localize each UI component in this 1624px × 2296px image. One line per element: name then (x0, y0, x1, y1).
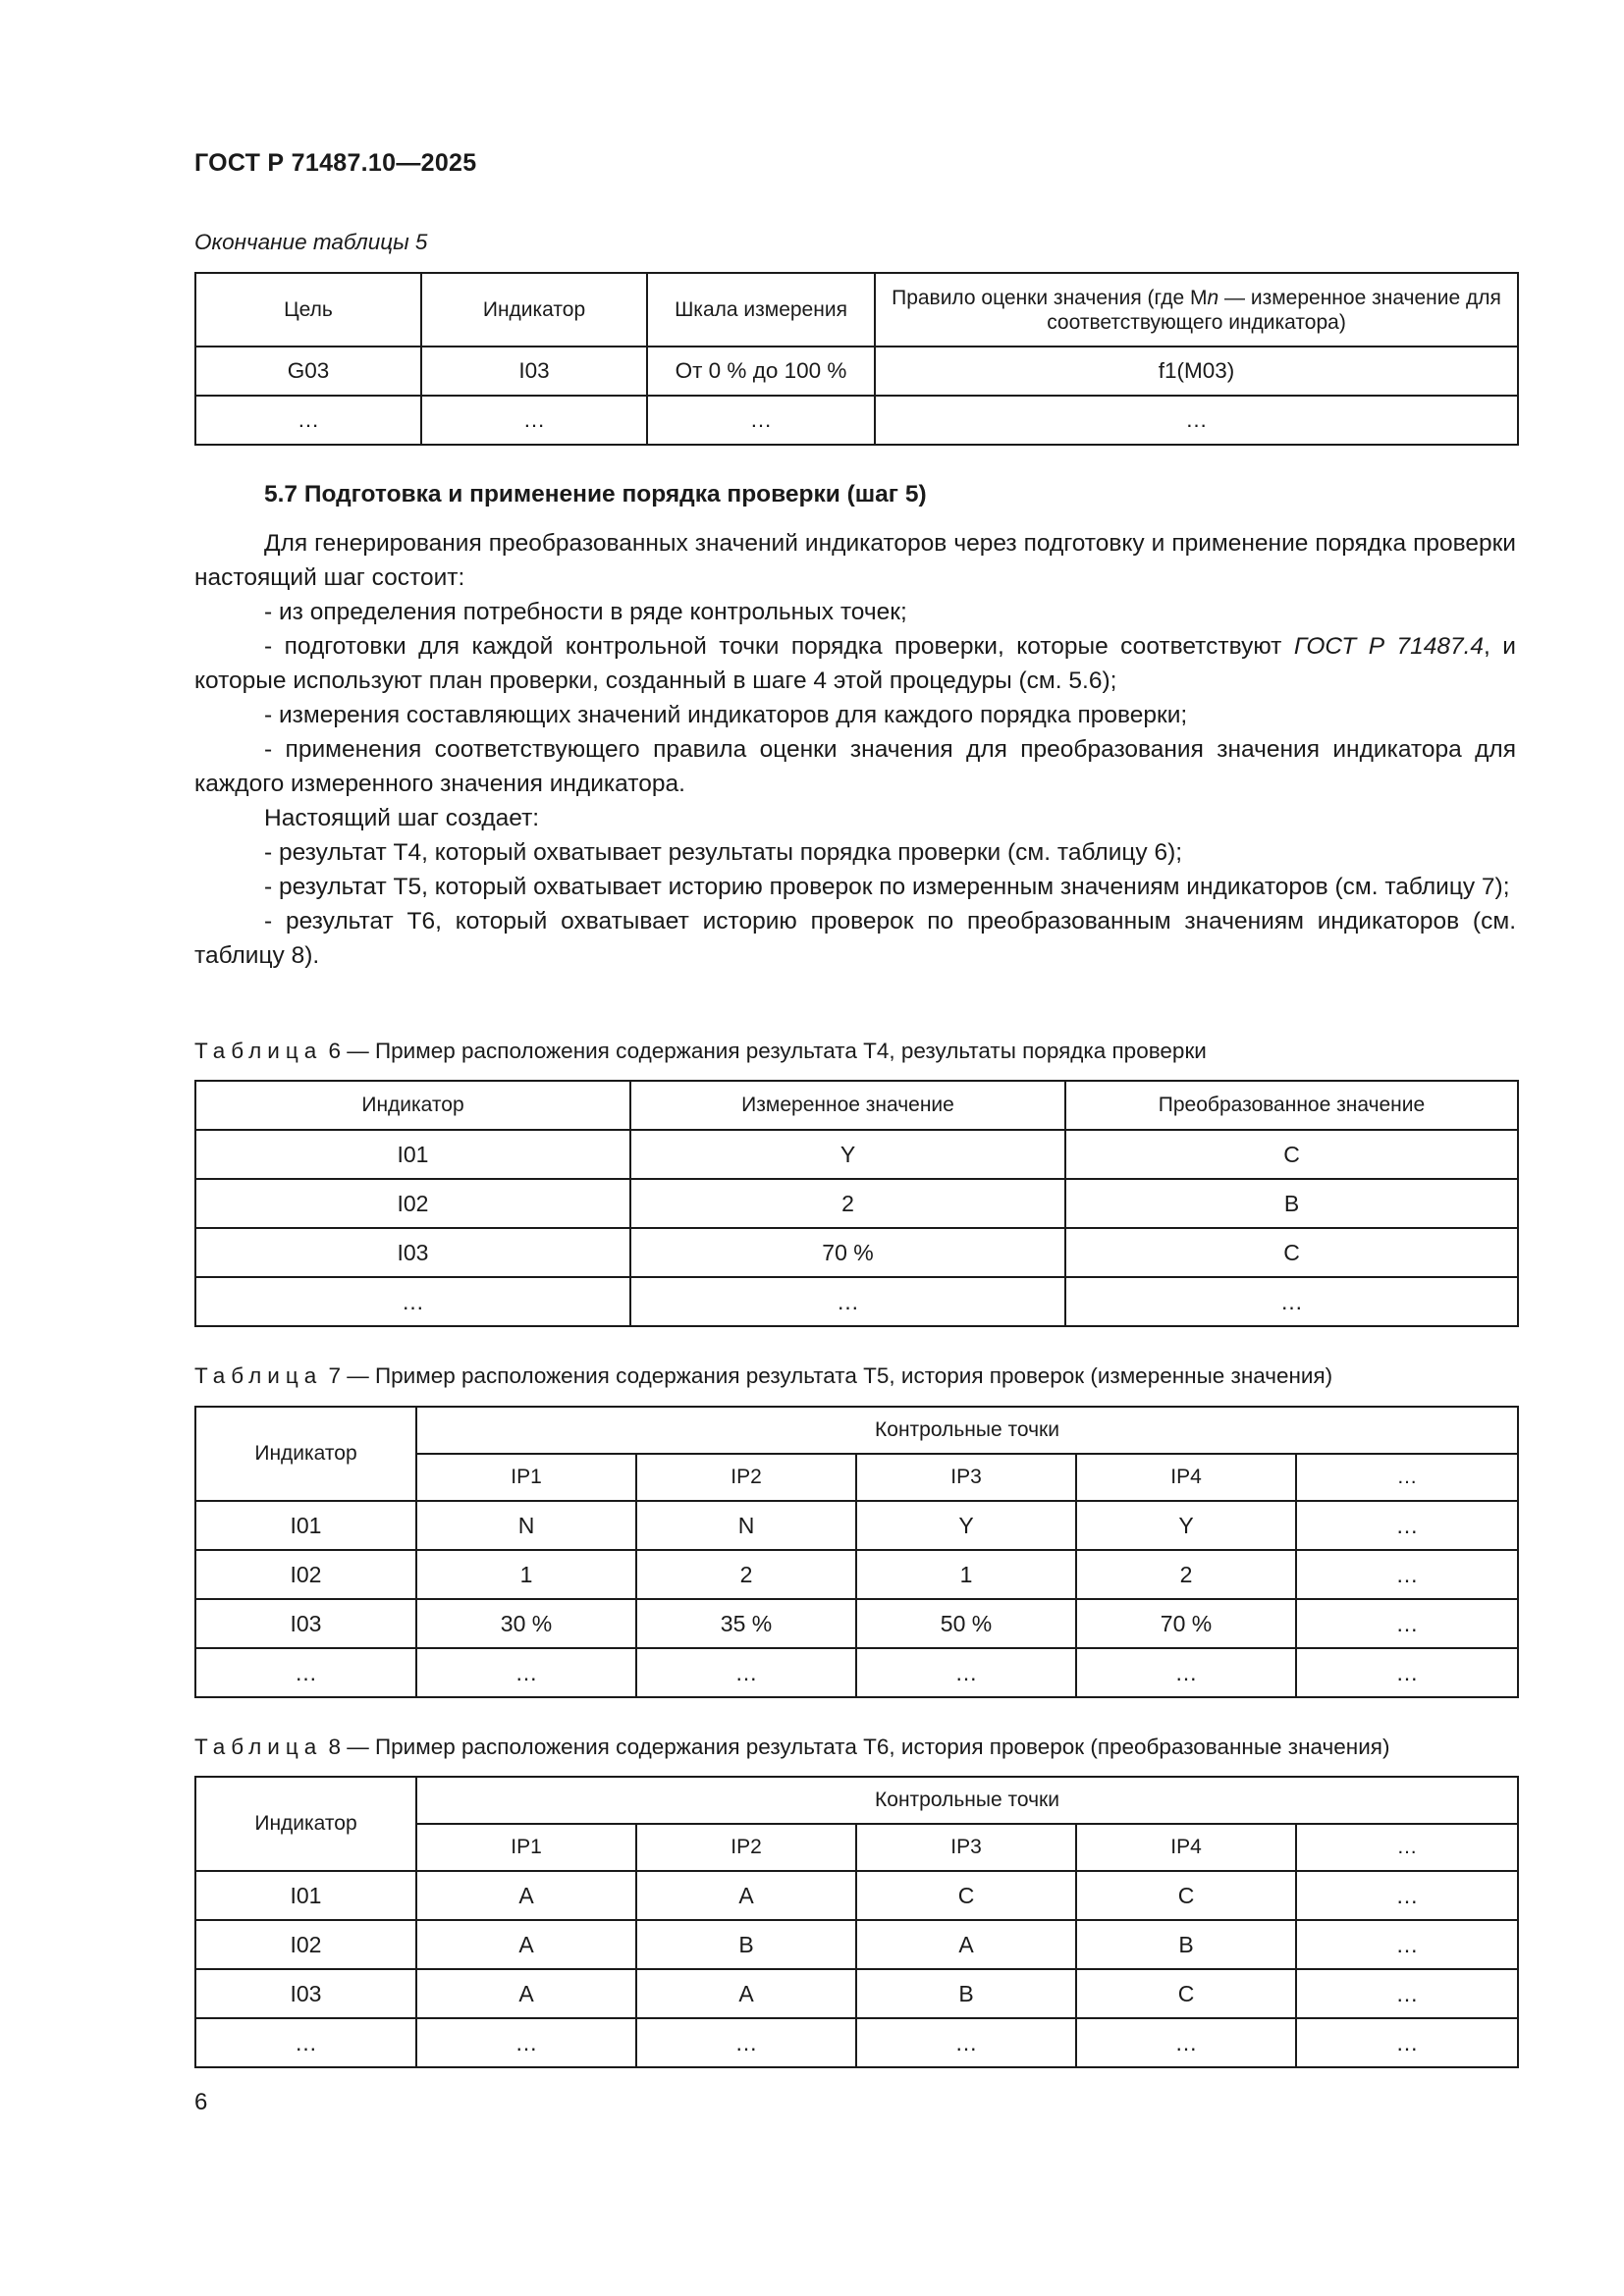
table5-header-rule (875, 273, 1518, 347)
table7-subheader: … (1296, 1454, 1518, 1501)
table-cell: A (416, 1920, 636, 1969)
table-cell: A (636, 1969, 856, 2018)
table5-caption: Окончание таблицы 5 (194, 230, 428, 254)
section-result: - результат Т6, который охватывает историю проверок по преобразованным значениям индикаторов (см. таблицу 8). (194, 908, 1516, 969)
table-cell: … (421, 396, 647, 445)
table-cell: B (636, 1920, 856, 1969)
table5-header-scale: Шкала измерения (647, 273, 875, 347)
table-cell: … (1296, 1599, 1518, 1648)
table-cell: A (856, 1920, 1076, 1969)
table8-subheader: IP2 (636, 1824, 856, 1871)
section-creates: Настоящий шаг создает: (264, 805, 540, 831)
table5-header-rule-italic: n (1207, 286, 1219, 309)
table-cell: 30 % (416, 1599, 636, 1648)
table-cell: B (1076, 1920, 1296, 1969)
table-cell: C (856, 1871, 1076, 1920)
table-row (195, 1969, 1518, 2018)
table-cell: … (856, 1648, 1076, 1697)
page-number: 6 (194, 2089, 208, 2115)
section-item: - измерения составляющих значений индикаторов для каждого порядка проверки; (264, 702, 1188, 728)
item2-text: , и которые используют план проверки, созданный в шаге 4 этой процедуры (см. 5.6); (194, 633, 1516, 694)
table8-subheader: … (1296, 1824, 1518, 1871)
table-row (195, 2018, 1518, 2067)
table-cell: N (636, 1501, 856, 1550)
table5-header-rule-part1: Правило оценки значения (где M (892, 286, 1208, 309)
table-cell: … (856, 2018, 1076, 2067)
table8-subheader: IP1 (416, 1824, 636, 1871)
table-cell: A (416, 1871, 636, 1920)
table-cell: … (416, 2018, 636, 2067)
table7-caption (194, 1363, 1332, 1389)
table-cell: B (1065, 1179, 1518, 1228)
table-cell: 1 (856, 1550, 1076, 1599)
table-cell: C (1065, 1228, 1518, 1277)
table-cell: … (1296, 1969, 1518, 2018)
table-cell: I02 (195, 1179, 630, 1228)
table-cell: … (1296, 1550, 1518, 1599)
standard-reference: ГОСТ Р 71487.4 (1293, 633, 1485, 660)
table7-header-indicator: Индикатор (195, 1407, 416, 1501)
table5-header-rule-part2: — измеренное значение для соответствующего индикатора) (1047, 286, 1501, 334)
table8-subheader: IP3 (856, 1824, 1076, 1871)
table-cell: 70 % (630, 1228, 1065, 1277)
table-cell: I03 (421, 347, 647, 396)
table-cell: … (195, 2018, 416, 2067)
table-cell: I01 (195, 1871, 416, 1920)
table-row (195, 1871, 1518, 1920)
table-cell: … (1076, 2018, 1296, 2067)
table-cell: Y (1076, 1501, 1296, 1550)
table7-subheader: IP4 (1076, 1454, 1296, 1501)
table7 (194, 1406, 1519, 1698)
table-cell: I01 (195, 1501, 416, 1550)
table6-header-measured: Измеренное значение (630, 1081, 1065, 1130)
table-cell: Y (630, 1130, 1065, 1179)
table-cell: … (1296, 1501, 1518, 1550)
table-cell: 70 % (1076, 1599, 1296, 1648)
table-cell: I03 (195, 1969, 416, 2018)
table-cell: … (1076, 1648, 1296, 1697)
section-item: - из определения потребности в ряде контрольных точек; (264, 599, 907, 625)
table6-caption-text: 6 — Пример расположения содержания результата Т4, результаты порядка проверки (322, 1039, 1207, 1063)
table-cell: I03 (195, 1599, 416, 1648)
table-cell: 2 (1076, 1550, 1296, 1599)
table-cell: … (1065, 1277, 1518, 1326)
table6-caption-label: Таблица (194, 1039, 323, 1063)
table-cell: I02 (195, 1920, 416, 1969)
table7-subheader: IP3 (856, 1454, 1076, 1501)
table-cell: 35 % (636, 1599, 856, 1648)
table-cell: 2 (636, 1550, 856, 1599)
table-row (195, 1599, 1518, 1648)
table8 (194, 1776, 1519, 2068)
table-cell: От 0 % до 100 % (647, 347, 875, 396)
table-row (195, 1179, 1518, 1228)
table-cell: A (636, 1871, 856, 1920)
table-cell: B (856, 1969, 1076, 2018)
table-cell: C (1065, 1130, 1518, 1179)
table6-header-transformed: Преобразованное значение (1065, 1081, 1518, 1130)
table8-header-checkpoints: Контрольные точки (416, 1777, 1518, 1824)
table-cell: … (875, 396, 1518, 445)
table6-caption (194, 1039, 1207, 1064)
table7-caption-label: Таблица (194, 1363, 323, 1388)
table-cell: … (1296, 1871, 1518, 1920)
table-cell: … (195, 396, 421, 445)
table-cell: … (1296, 1648, 1518, 1697)
table-cell: 1 (416, 1550, 636, 1599)
table7-subheader: IP1 (416, 1454, 636, 1501)
table-cell: … (630, 1277, 1065, 1326)
table8-caption (194, 1735, 1389, 1760)
table-row (195, 1550, 1518, 1599)
table6 (194, 1080, 1519, 1327)
table8-caption-label: Таблица (194, 1735, 323, 1759)
document-header: ГОСТ Р 71487.10—2025 (194, 149, 477, 177)
table-row (195, 396, 1518, 445)
table5-header-goal: Цель (195, 273, 421, 347)
table-cell: Y (856, 1501, 1076, 1550)
table8-header-indicator: Индикатор (195, 1777, 416, 1871)
table8-caption-text: 8 — Пример расположения содержания результата Т6, история проверок (преобразованные значения) (322, 1735, 1390, 1759)
table-cell: f1(M03) (875, 347, 1518, 396)
table5 (194, 272, 1519, 446)
table-row (195, 1920, 1518, 1969)
section-body (194, 526, 1516, 973)
table-cell: 2 (630, 1179, 1065, 1228)
table-cell: 50 % (856, 1599, 1076, 1648)
section-title: 5.7 Подготовка и применение порядка проверки (шаг 5) (264, 481, 927, 507)
table-cell: C (1076, 1969, 1296, 2018)
table-cell: C (1076, 1871, 1296, 1920)
table-cell: … (1296, 1920, 1518, 1969)
section-intro: Для генерирования преобразованных значений индикаторов через подготовку и применение порядка проверки настоящий шаг состоит: (194, 530, 1516, 591)
table-cell: I03 (195, 1228, 630, 1277)
table5-header-indicator: Индикатор (421, 273, 647, 347)
section-result: - результат Т4, который охватывает результаты порядка проверки (см. таблицу 6); (264, 839, 1183, 866)
table-row (195, 347, 1518, 396)
table7-header-checkpoints: Контрольные точки (416, 1407, 1518, 1454)
table-cell: N (416, 1501, 636, 1550)
table-cell: … (195, 1648, 416, 1697)
table-cell: G03 (195, 347, 421, 396)
item2-text: - подготовки для каждой контрольной точки порядка проверки, которые соответствуют (264, 633, 1294, 660)
section-result: - результат Т5, который охватывает историю проверок по измеренным значениям индикаторов (см. таблицу 7); (264, 874, 1510, 900)
table-cell: I02 (195, 1550, 416, 1599)
table-cell: … (1296, 2018, 1518, 2067)
table8-subheader: IP4 (1076, 1824, 1296, 1871)
table-row (195, 1130, 1518, 1179)
section-item (194, 629, 1516, 698)
table-cell: … (636, 2018, 856, 2067)
table-cell: I01 (195, 1130, 630, 1179)
table-row (195, 1648, 1518, 1697)
table-row (195, 1501, 1518, 1550)
table-cell: … (195, 1277, 630, 1326)
table-cell: … (636, 1648, 856, 1697)
section-item: - применения соответствующего правила оценки значения для преобразования значения индикатора для каждого измеренного значения индикатора. (194, 736, 1516, 797)
table-cell: … (416, 1648, 636, 1697)
table-row (195, 1277, 1518, 1326)
table-cell: … (647, 396, 875, 445)
table-row (195, 1228, 1518, 1277)
table-cell: A (416, 1969, 636, 2018)
table7-caption-text: 7 — Пример расположения содержания результата Т5, история проверок (измеренные значения) (322, 1363, 1333, 1388)
table7-subheader: IP2 (636, 1454, 856, 1501)
table6-header-indicator: Индикатор (195, 1081, 630, 1130)
